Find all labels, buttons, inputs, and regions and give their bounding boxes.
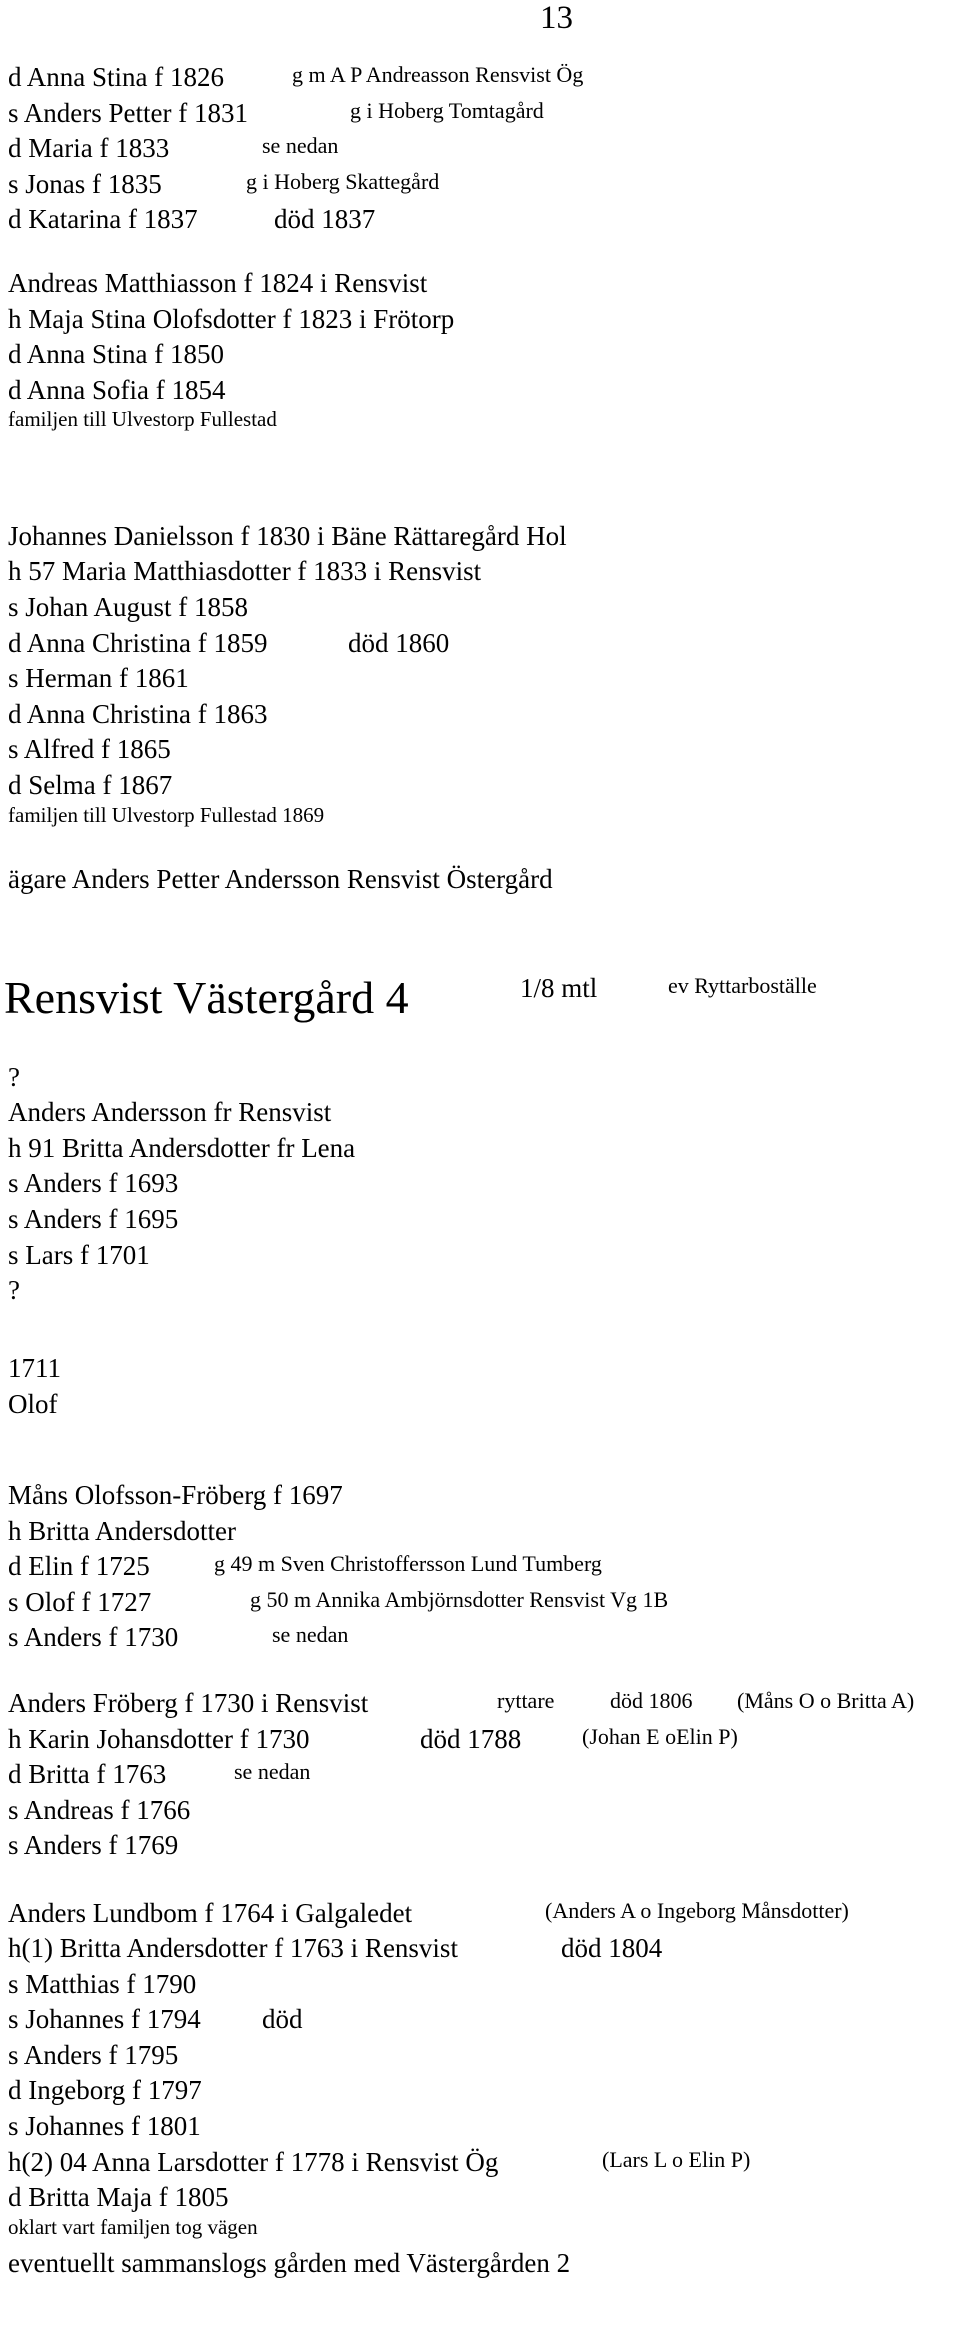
text-line: ägare Anders Petter Andersson Rensvist Östergård [8, 864, 553, 894]
text-line: 1711 [8, 1353, 61, 1383]
text-line: d Anna Stina f 1826 [8, 62, 224, 92]
text-line-note: se nedan [234, 1759, 311, 1784]
text-line: s Johan August f 1858 [8, 592, 249, 622]
text-line: d Anna Stina f 1850 [8, 339, 224, 369]
text-line: Rensvist Västergård 4 [4, 972, 409, 1023]
text-line: h Maja Stina Olofsdotter f 1823 i Frötorp [8, 304, 455, 334]
text-line-note: (Anders A o Ingeborg Månsdotter) [545, 1898, 849, 1923]
text-line: d Anna Christina f 1859 [8, 628, 268, 658]
text-line-note: g m A P Andreasson Rensvist Ög [292, 62, 584, 87]
text-line: d Elin f 1725 [8, 1551, 150, 1581]
text-line: s Anders f 1795 [8, 2040, 179, 2070]
text-line: s Anders Petter f 1831 [8, 98, 248, 128]
text-line-note: ev Ryttarboställe [668, 973, 817, 998]
text-line: d Maria f 1833 [8, 133, 170, 163]
text-line: ? [8, 1062, 20, 1092]
text-line: s Herman f 1861 [8, 663, 189, 693]
text-line: h Britta Andersdotter [8, 1516, 236, 1546]
text-line: d Britta f 1763 [8, 1759, 167, 1789]
text-line: s Anders f 1730 [8, 1622, 179, 1652]
text-line-note: död 1837 [274, 204, 376, 234]
text-line-note: se nedan [272, 1622, 349, 1647]
text-line: Anders Fröberg f 1730 i Rensvist [8, 1688, 369, 1718]
text-line: s Matthias f 1790 [8, 1969, 197, 1999]
text-line: Anders Lundbom f 1764 i Galgaledet [8, 1898, 413, 1928]
text-line: d Anna Sofia f 1854 [8, 375, 226, 405]
text-line: familjen till Ulvestorp Fullestad 1869 [8, 803, 325, 827]
text-line: h(2) 04 Anna Larsdotter f 1778 i Rensvist Ög [8, 2147, 499, 2177]
text-line: Måns Olofsson-Fröberg f 1697 [8, 1480, 343, 1510]
text-line: s Anders f 1769 [8, 1830, 179, 1860]
text-line: s Johannes f 1801 [8, 2111, 201, 2141]
text-line: s Johannes f 1794 [8, 2004, 201, 2034]
text-line-note: död 1860 [348, 628, 450, 658]
text-line: s Alfred f 1865 [8, 734, 171, 764]
text-line-note: ryttare [497, 1688, 555, 1713]
text-line-note: g i Hoberg Skattegård [246, 169, 440, 194]
text-line-note: 1/8 mtl [520, 973, 598, 1003]
text-line: h 91 Britta Andersdotter fr Lena [8, 1133, 356, 1163]
text-line: Anders Andersson fr Rensvist [8, 1097, 332, 1127]
text-line-note: g 50 m Annika Ambjörnsdotter Rensvist Vg 1B [250, 1587, 669, 1612]
text-line-note: g 49 m Sven Christoffersson Lund Tumberg [214, 1551, 602, 1576]
text-line: s Jonas f 1835 [8, 169, 162, 199]
text-line: s Anders f 1695 [8, 1204, 179, 1234]
page-number: 13 [540, 0, 573, 36]
text-line: h 57 Maria Matthiasdotter f 1833 i Rensvist [8, 556, 482, 586]
text-line-note: g i Hoberg Tomtagård [350, 98, 544, 123]
text-line: ? [8, 1275, 20, 1305]
text-line: d Selma f 1867 [8, 770, 173, 800]
text-line: Andreas Matthiasson f 1824 i Rensvist [8, 268, 428, 298]
text-line-note: död [262, 2004, 303, 2034]
text-line: Olof [8, 1389, 58, 1419]
text-line-note: död 1806 [610, 1688, 693, 1713]
text-line: d Ingeborg f 1797 [8, 2075, 202, 2105]
text-line: h Karin Johansdotter f 1730 [8, 1724, 310, 1754]
text-line: s Lars f 1701 [8, 1240, 150, 1270]
text-line: s Anders f 1693 [8, 1168, 179, 1198]
text-line: s Olof f 1727 [8, 1587, 152, 1617]
text-line: eventuellt sammanslogs gården med Västergården 2 [8, 2248, 571, 2278]
text-line: d Katarina f 1837 [8, 204, 198, 234]
text-line: oklart vart familjen tog vägen [8, 2215, 258, 2239]
text-line-note: (Måns O o Britta A) [737, 1688, 915, 1713]
text-line: familjen till Ulvestorp Fullestad [8, 407, 277, 431]
text-line: Johannes Danielsson f 1830 i Bäne Rättaregård Hol [8, 521, 567, 551]
text-line: s Andreas f 1766 [8, 1795, 191, 1825]
text-line-note: (Johan E oElin P) [582, 1724, 738, 1749]
text-line-note: se nedan [262, 133, 339, 158]
text-line-note: (Lars L o Elin P) [602, 2147, 751, 2172]
text-line-note: död 1804 [561, 1933, 663, 1963]
text-line-note: död 1788 [420, 1724, 522, 1754]
text-line: d Anna Christina f 1863 [8, 699, 268, 729]
text-line: h(1) Britta Andersdotter f 1763 i Rensvist [8, 1933, 458, 1963]
text-line: d Britta Maja f 1805 [8, 2182, 229, 2212]
